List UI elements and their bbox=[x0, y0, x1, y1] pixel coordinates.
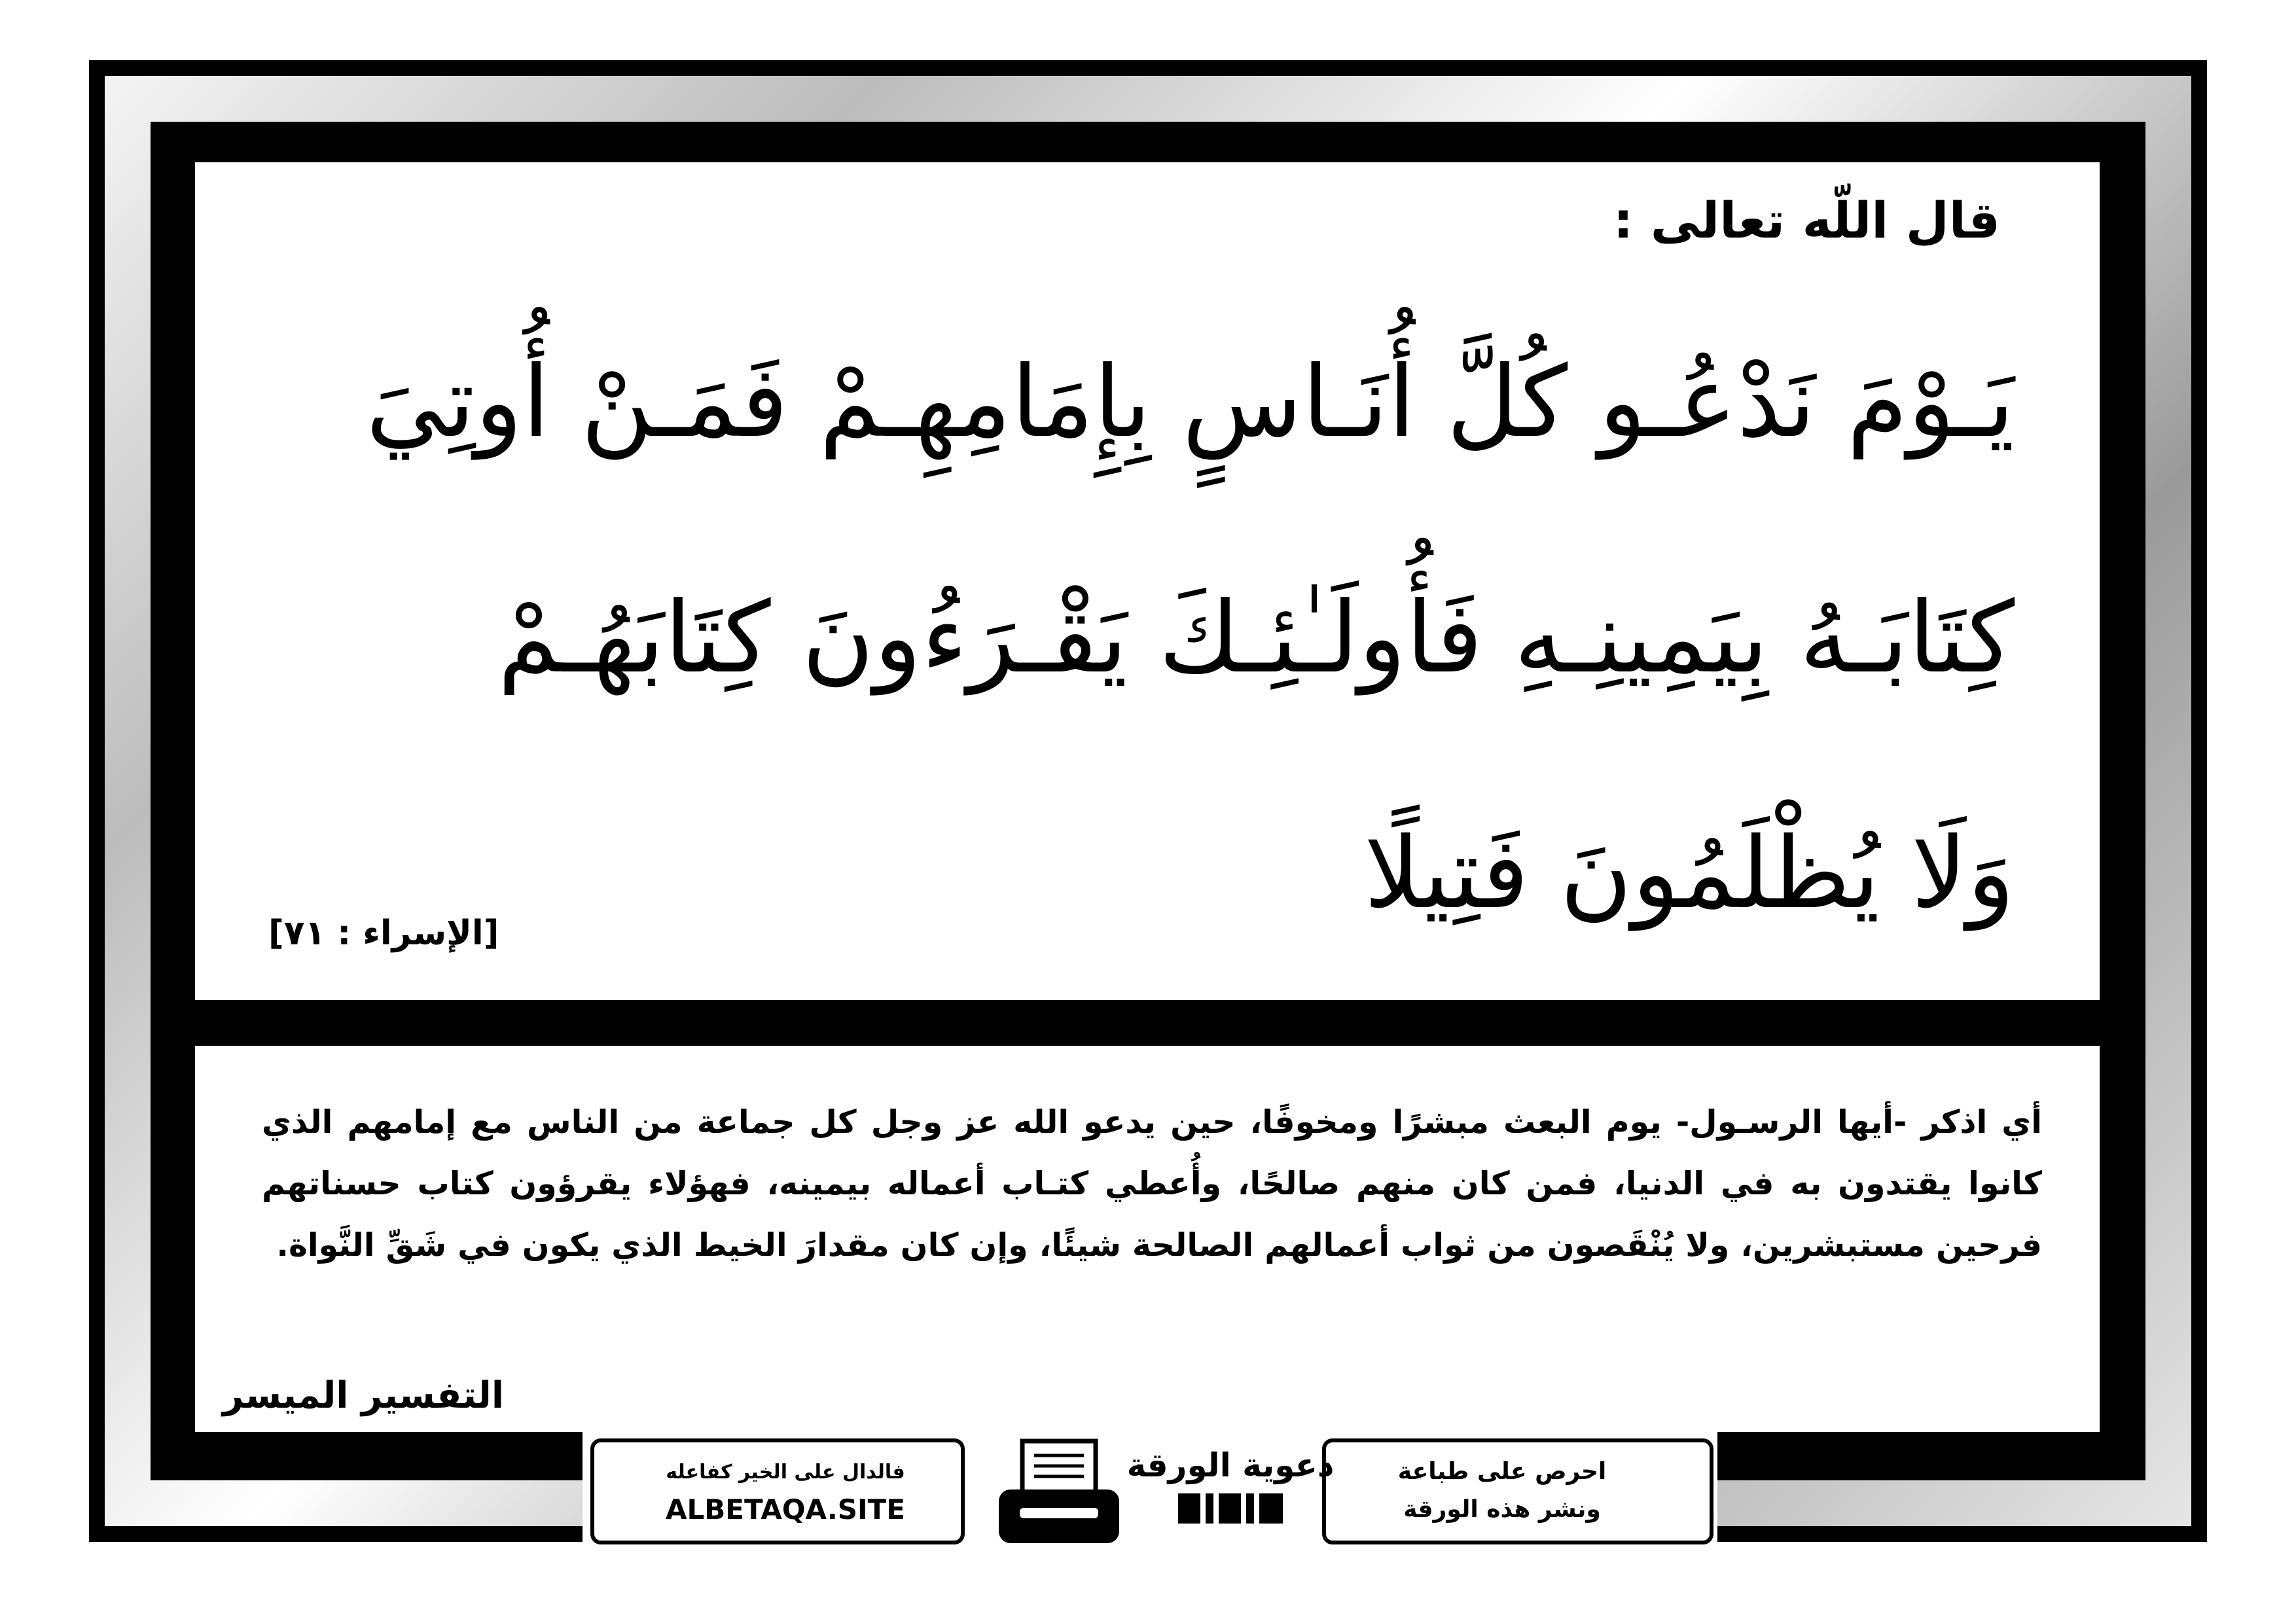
site-box bbox=[590, 1438, 965, 1544]
logo-icon bbox=[1126, 1435, 1335, 1542]
verse-line-1: يَـوْمَ نَدْعُـو كُلَّ أُنَـاسٍ بِإِمَامِهِـمْ فَمَـنْ أُوتِيَ bbox=[366, 346, 2015, 459]
call-box bbox=[1322, 1438, 1713, 1544]
intro-text: قال اللّه تعالى : bbox=[1613, 191, 2000, 249]
tafsir-source: التفسير الميسر bbox=[223, 1374, 505, 1417]
call-to-action-line-1: احرص على طباعة bbox=[1397, 1458, 1607, 1485]
logo-text: دعوية الورقة bbox=[1126, 1446, 1335, 1484]
slogan-text: فالدال على الخير كفاعله bbox=[666, 1461, 905, 1484]
divider-band bbox=[195, 1000, 2100, 1046]
printer-icon bbox=[994, 1437, 1124, 1551]
site-link[interactable]: ALBETAQA.SITE bbox=[665, 1493, 906, 1525]
verse-line-2: كِتَابَـهُ بِيَمِينِـهِ فَأُولَـٰئِـكَ يَقْـرَءُونَ كِتَابَهُـمْ bbox=[497, 581, 2015, 695]
tafsir-text: أي اذكر -أيها الرسـول- يوم البعث مبشرًا ومخوفًا، حين يدعو الله عز وجل كل جماعة من الناس مع إمامهم الذي كانوا يقتدون به في الدنيا، فمن كان منهم صالحًا، وأُعطي كتـاب أعماله بيمينه، فهؤلاء يقرؤون كتاب حسناتهم فرحين مستبشرين، ولا يُنْقَصون من ثواب أعمالهم الصالحة شيئًا، وإن كان مقدارَ الخيط الذي يكون في شَقِّ النَّواة. bbox=[262, 1103, 2042, 1264]
call-to-action-line-2: ونشر هذه الورقة bbox=[1403, 1496, 1601, 1523]
verse-line-3: وَلَا يُظْلَمُونَ فَتِيلًا bbox=[1364, 817, 2015, 931]
verse-reference: [الإسراء : ٧١] bbox=[268, 914, 499, 953]
